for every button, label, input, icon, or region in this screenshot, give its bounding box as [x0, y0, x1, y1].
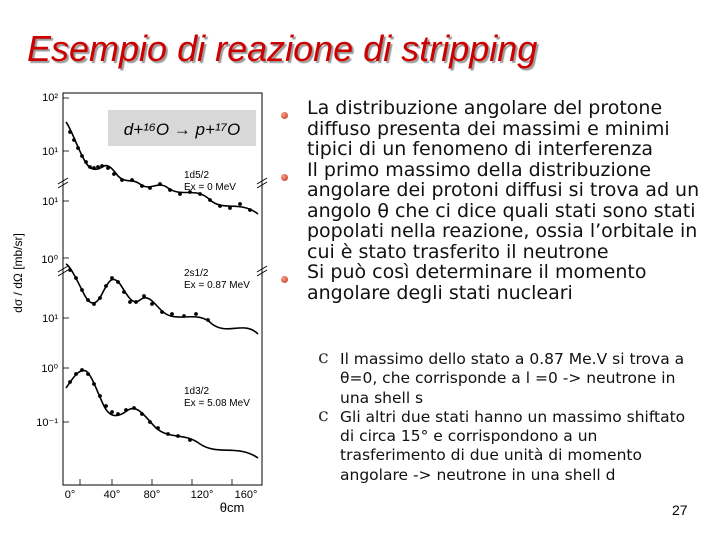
y-axis-label: dσ / dΩ [mb/sr] [11, 233, 25, 313]
state-label: Ex = 0 MeV [184, 182, 236, 193]
bullet-text: La distribuzione angolare del protone diffuso presenta dei massimi e minimi tipici di un fenomeno di interferenza [307, 97, 670, 160]
state-label: 1d3/2 [184, 386, 210, 397]
bullet-item [282, 160, 702, 263]
state-label: 1d5/2 [184, 170, 210, 181]
state-label: Ex = 0.87 MeV [184, 280, 250, 291]
y-tick-label: 10⁻¹ [36, 417, 58, 429]
bullet-dot-icon [281, 112, 288, 119]
y-tick-label: 10¹ [42, 196, 58, 208]
sub-bullet-item [318, 346, 703, 408]
c-bullet-icon: c [318, 346, 329, 368]
y-tick-label: 10² [42, 92, 58, 104]
x-tick-label: 80° [143, 489, 161, 501]
bullet-text: Si può così determinare il momento angolare degli stati nucleari [307, 261, 647, 304]
x-axis-label: θcm [219, 500, 245, 515]
angular-distribution-figure [0, 88, 290, 528]
sub-bullet-list [318, 346, 703, 485]
sub-bullet-text: Gli altri due stati hanno un massimo shiftato di circa 15° e corrispondono a un trasferimento di due unità di momento angolare -> neutrone in una shell d [340, 407, 686, 484]
page-number: 27 [672, 502, 688, 518]
slide-title: Esempio di reazione di stripping [27, 28, 538, 69]
sub-bullet-text: Il massimo dello stato a 0.87 Me.V si trova a θ=0, che corrisponde a l =0 -> neutrone in una shell s [340, 350, 685, 407]
reaction-label: d+¹⁶O → p+¹⁷O [123, 120, 241, 139]
x-tick-label: 120° [190, 489, 214, 501]
x-tick-label: 160° [234, 489, 258, 501]
y-tick-label: 10¹ [42, 146, 58, 158]
state-label: 2s1/2 [184, 268, 209, 279]
c-bullet-icon: c [318, 403, 329, 426]
bullet-text: Il primo massimo della distribuzione angolare dei protoni diffusi si trova ad un angolo θ che ci dice quali stati sono stati popolati nella reazione, ossia l’orbitale in cui è stato trasferito il neutrone [307, 158, 700, 263]
bullet-item [282, 262, 702, 303]
sub-bullet-item [318, 403, 703, 485]
y-tick-label: 10¹ [42, 313, 58, 325]
curve-state-2 [66, 264, 258, 334]
y-tick-label: 10⁰ [41, 254, 58, 266]
bullet-dot-icon [281, 174, 288, 181]
bullet-item [282, 98, 702, 160]
bullet-dot-icon [281, 276, 288, 283]
x-tick-label: 40° [103, 489, 121, 501]
main-bullet-list [282, 98, 702, 303]
state-label: Ex = 5.08 MeV [184, 398, 250, 409]
y-tick-label: 10⁰ [41, 363, 58, 375]
x-tick-label: 0° [64, 489, 76, 501]
